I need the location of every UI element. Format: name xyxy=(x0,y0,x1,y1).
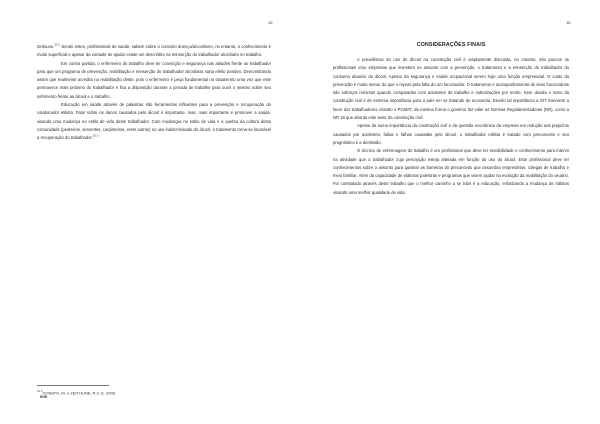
paragraph xyxy=(333,122,569,147)
paragraph xyxy=(37,60,271,101)
footnote-divider xyxy=(37,385,109,386)
paragraph-text: Educação em saúde através de palestras são ferramentas influentes para a prevenção e recuperação do colaborador etilista. Falar sobre os danos causados pelo álcool é importante, mas, mais importante é promover a saúde, visando uma mudança no estilo de vida deste trabalhador. Com mudanças no estilo de vida e a quebra da cultura desta comunidade (pedreiros, serventes, carpinteiros, entre outros) no uso indiscriminado do álcool, o tratamento torna-se favorável a recuperação do trabalhador. xyxy=(37,102,271,141)
right-page xyxy=(300,0,600,424)
footnote-text: DONATO, M. e ZEITOUNE, R.C.G. 2006 xyxy=(42,390,115,396)
body-text xyxy=(333,56,569,197)
paragraph-text: Zeitoune.$^{10 2}$ Sendo estes, profissionais de saúde, sabem sobre o conceito doença/alcoolismo, no entanto, o conhecimento é muito superficial e apesar da vontade de ajudar existe um descrédito na reinserção do trabalhador alcoólatra no trabalho. xyxy=(37,42,271,58)
page-number: 15 xyxy=(268,20,273,25)
section-heading: CONSIDERAÇÕES FINAIS xyxy=(416,42,486,48)
paragraph xyxy=(37,43,271,60)
page-number: 16 xyxy=(566,20,571,25)
reference-superscript: 10 3 xyxy=(92,133,99,138)
paragraph xyxy=(333,147,569,197)
paragraph-text: A prevalência do uso do álcool na construção civil é amplamente discutida, no entanto, são poucos os profissionais e/ou empresas que investem no assunto com a prevenção, o tratamento e a reinserção do trabalhador do consumo abusivo do álcool. Apesar da segurança e saúde ocupacional serem hoje uma função empresarial. O custo da prevenção é muito menor do que o reparo pela falta do um funcionário. O tratamento e acompanhamento de seus funcionários são esforços mínimos quando comparados com acidentes de trabalho e indenizações por morte. Sem dúvida o ramo da construção civil é de extrema importância para o país em se tratando de economia. Devido tal importância a OIT interviem a favor dos trabalhadores criando o PCMAT, da mesma forma o governo faz valer as Normas Regulamentadoras (NR), como a NR 18 que aborda este setor da construção civil. xyxy=(333,57,569,121)
paragraph xyxy=(37,101,271,142)
page-stamp: BHR xyxy=(40,395,48,399)
body-text xyxy=(37,43,271,143)
footnote-marker: 10 2 xyxy=(37,389,43,393)
paragraph-text: O técnico de enfermagem do trabalho é um profissional que deve ter sensibilidade e conhecimento para intervir na atividade que o trabalhador cuja percepção esteja alterada em função do uso do álcool. Este profissional deve ter conhecimentos sobre o assunto para quebrar as barreiras do preconceito que assombra empresários, colegas de trabalho e meio familiar. Além da capacidade de elaborar palestras e programas que visem ajudar na evolução da reabilitação do usuário. Foi constatado através deste trabalho que o melhor caminho a se trilar é a educação, enfatizando a mudança de hábitos visando uma melhor qualidade de vida. xyxy=(333,148,569,195)
paragraph xyxy=(333,56,569,122)
paragraph-text: Apesar da suma importância da construção civil e da questão econômica da empresa em redução aos prejuízos causados por acidentes, faltas e falhas causadas pelo álcool, o trabalhador etilista é tratado com preconceito e seu prognóstico é a demissão. xyxy=(333,123,569,145)
footnote xyxy=(37,389,115,395)
reference-superscript: 10 2 xyxy=(54,42,61,47)
paragraph-text: Em contra partida, o enfermeiro do trabalho deve ter convicção e segurança nas atitudes frente ao trabalhador para que um programa de prevenção, reabilitação e reinserção do trabalhador alcoólatra surta efeito positivo. Demonstrando assim que realmente acredita na reabilitação deste, pois o enfermeiro é peça fundamental no tratamento uma vez que este permanece mais próximo do trabalhador e fica a disposição durante a jornada de trabalho para ouvir o mesmo sobre seu sofrimento frente ao álcool e o trabalho. xyxy=(37,60,271,99)
